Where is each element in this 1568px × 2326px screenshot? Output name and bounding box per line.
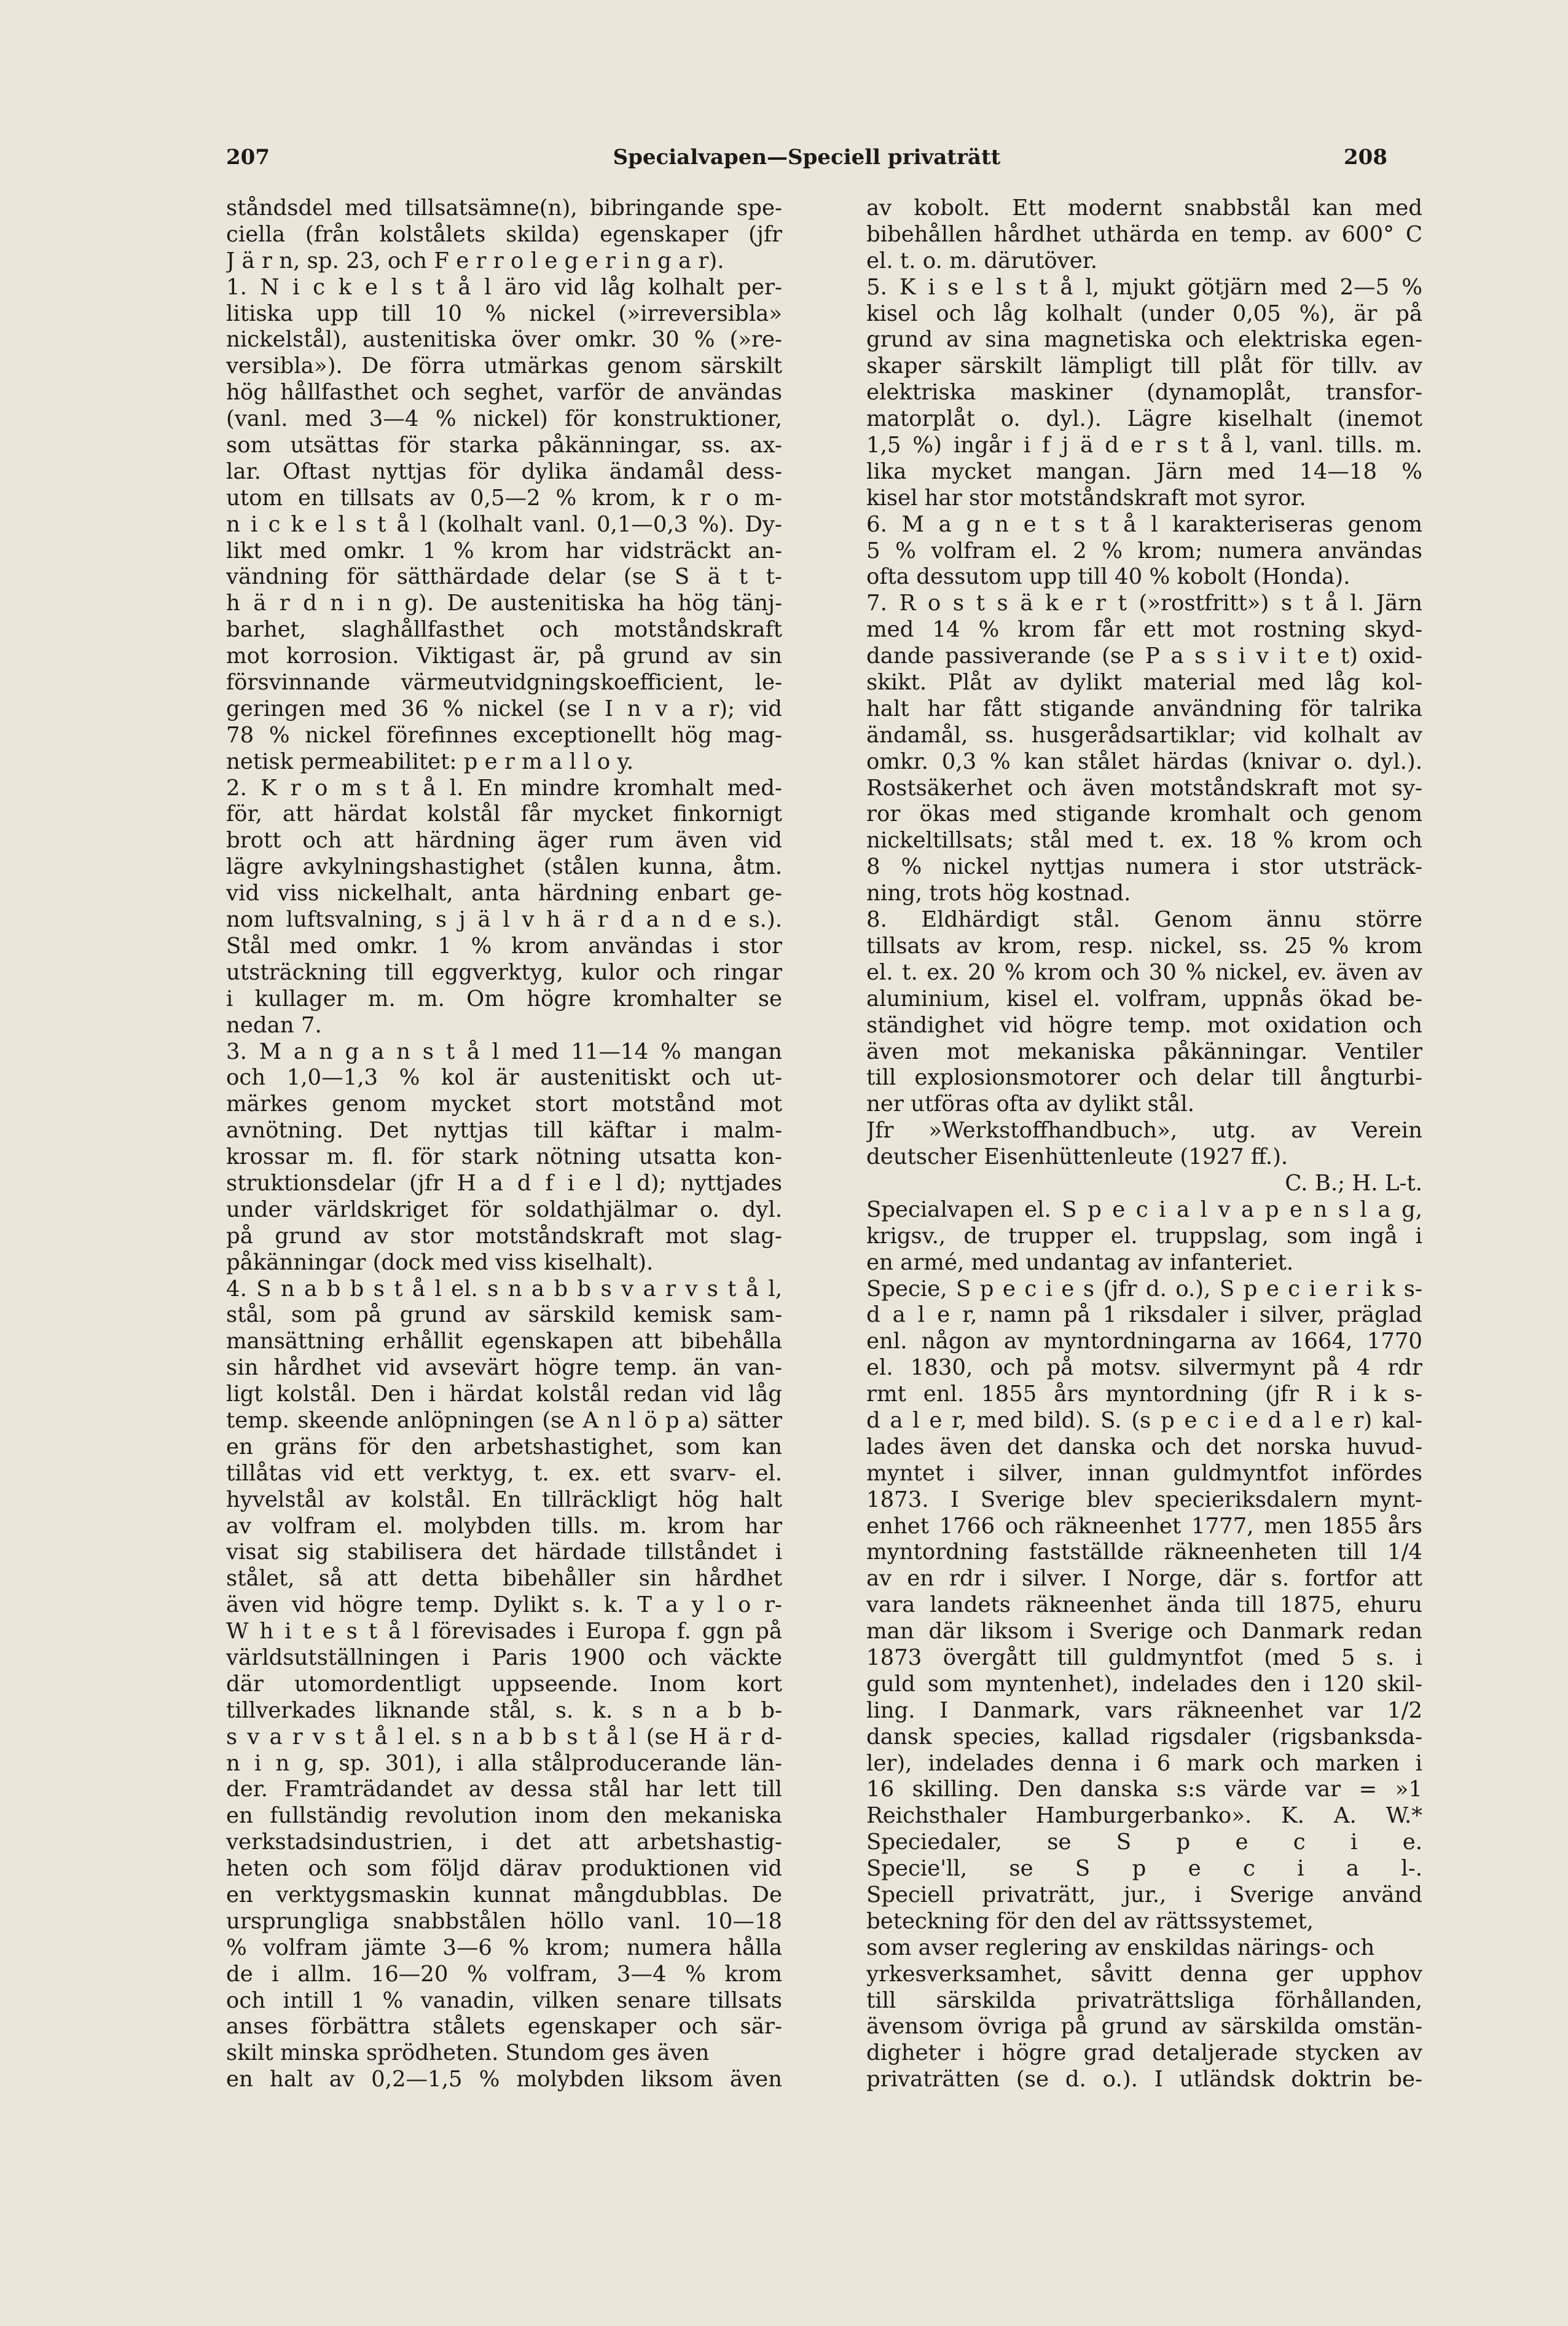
- text-line: guld som myntenhet), indelades den i 120 skil-: [866, 1671, 1422, 1697]
- text-line: 6. M a g n e t s t å l karakteriseras genom: [866, 511, 1422, 537]
- text-line: stål, som på grund av särskild kemisk sam-: [226, 1302, 782, 1328]
- text-line: under världskriget för soldathjälmar o. dyl.: [226, 1196, 782, 1222]
- text-line: lades även det danska och det norska huvud-: [866, 1434, 1422, 1460]
- text-line: sin hårdhet vid avsevärt högre temp. än van-: [226, 1355, 782, 1381]
- text-line: brott och att härdning äger rum även vid: [226, 828, 782, 854]
- text-line: som avser reglering av enskildas närings- och: [866, 1935, 1375, 1960]
- text-line: 8 % nickel nyttjas numera i stor utsträck-: [866, 854, 1422, 880]
- text-line: myntet i silver, innan guldmyntfot infördes: [866, 1460, 1422, 1486]
- text-line: Rostsäkerhet och även motståndskraft mot sy-: [866, 775, 1422, 801]
- text-line: 8. Eldhärdigt stål. Genom ännu större: [866, 907, 1422, 933]
- text-line: matorplåt o. dyl.). Lägre kiselhalt (inemot: [866, 406, 1422, 432]
- text-line: en fullständig revolution inom den mekaniska: [226, 1803, 782, 1829]
- text-line: tillåtas vid ett verktyg, t. ex. ett svarv- el.: [226, 1460, 782, 1486]
- text-line: beteckning för den del av rättssystemet,: [866, 1908, 1314, 1934]
- text-line: skaper särskilt lämpligt till plåt för tillv. av: [866, 353, 1422, 379]
- text-line: Speciedaler, se S p e c i e.: [866, 1829, 1422, 1855]
- text-line: el. t. o. m. därutöver.: [866, 248, 1098, 273]
- text-line: ävensom övriga på grund av särskilda omstän-: [866, 2014, 1422, 2040]
- text-line: en halt av 0,2—1,5 % molybden liksom även: [226, 2067, 782, 2092]
- text-line: dande passiverande (se P a s s i v i t e t) oxid-: [866, 643, 1422, 669]
- running-title: Specialvapen—Speciell privaträtt: [613, 145, 1001, 170]
- text-line: temp. skeende anlöpningen (se A n l ö p a) sätter: [226, 1407, 782, 1433]
- text-line: dansk species, kallad rigsdaler (rigsbanksda-: [866, 1724, 1422, 1750]
- text-line: netisk permeabilitet: p e r m a l l o y.: [226, 748, 634, 774]
- text-line: 78 % nickel förefinnes exceptionellt hög mag-: [226, 722, 782, 748]
- text-line: ofta dessutom upp till 40 % kobolt (Honda).: [866, 564, 1350, 590]
- text-line: stålet, så att detta bibehåller sin hårdhet: [226, 1566, 782, 1592]
- text-line: vändning för sätthärdade delar (se S ä t t-: [226, 564, 782, 590]
- text-line: ciella (från kolstålets skilda) egenskaper (jfr: [226, 221, 782, 247]
- text-line: lägre avkylningshastighet (stålen kunna, åtm.: [226, 854, 782, 880]
- text-line: halt har fått stigande användning för talrika: [866, 696, 1422, 721]
- text-line: 3. M a n g a n s t å l med 11—14 % mangan: [226, 1039, 782, 1064]
- text-line: Specie, S p e c i e s (jfr d. o.), S p e c i e r i k s-: [866, 1276, 1422, 1302]
- page-number-left: 207: [226, 145, 270, 170]
- text-line: (vanl. med 3—4 % nickel) för konstruktioner,: [226, 406, 782, 432]
- text-line: de i allm. 16—20 % volfram, 3—4 % krom: [226, 1961, 782, 1987]
- text-line: hyvelstål av kolstål. En tillräckligt hög halt: [226, 1487, 782, 1512]
- text-line: en gräns för den arbetshastighet, som kan: [226, 1434, 782, 1460]
- text-line: Speciell privaträtt, jur., i Sverige använd: [866, 1882, 1422, 1908]
- text-line: där utomordentligt uppseende. Inom kort: [226, 1671, 782, 1697]
- text-line: privaträtten (se d. o.). I utländsk doktrin be-: [866, 2067, 1422, 2092]
- text-line: och intill 1 % vanadin, vilken senare tillsats: [226, 1987, 782, 2013]
- text-line: W h i t e s t å l förevisades i Europa f. ggn på: [226, 1619, 782, 1644]
- text-line: visat sig stabilisera det härdade tillståndet i: [226, 1539, 782, 1565]
- text-line: 4. S n a b b s t å l el. s n a b b s v a r v s t å l,: [226, 1276, 782, 1302]
- text-line: bibehållen hårdhet uthärda en temp. av 600° C: [866, 221, 1422, 247]
- text-line: märkes genom mycket stort motstånd mot: [226, 1091, 782, 1117]
- text-line: påkänningar (dock med viss kiselhalt).: [226, 1249, 654, 1275]
- text-line: der. Framträdandet av dessa stål har lett till: [226, 1777, 782, 1802]
- text-line: h ä r d n i n g). De austenitiska ha hög tänj-: [226, 591, 782, 616]
- text-line: s v a r v s t å l el. s n a b b s t å l (se H ä r d-: [226, 1724, 782, 1750]
- text-line: anses förbättra stålets egenskaper och sär-: [226, 2014, 782, 2040]
- text-line: till explosionsmotorer och delar till ångturbi-: [866, 1065, 1422, 1091]
- page-number-right: 208: [1344, 145, 1387, 170]
- text-line: ning, trots hög kostnad.: [866, 881, 1131, 906]
- text-line: 7. R o s t s ä k e r t (»rostfritt») s t å l. Järn: [866, 591, 1422, 616]
- text-line: enl. någon av myntordningarna av 1664, 1770: [866, 1329, 1422, 1354]
- text-line: Jfr »Werkstoffhandbuch», utg. av Verein: [866, 1118, 1422, 1144]
- text-line: och 1,0—1,3 % kol är austenitiskt och ut-: [226, 1065, 782, 1091]
- text-line: utom en tillsats av 0,5—2 % krom, k r o m-: [226, 485, 782, 511]
- text-line: d a l e r, med bild). S. (s p e c i e d a l e r) kal-: [866, 1407, 1422, 1433]
- text-line: deutscher Eisenhüttenleute (1927 ff.).: [866, 1144, 1288, 1170]
- text-line: som utsättas för starka påkänningar, ss. ax-: [226, 433, 782, 458]
- text-line: ursprungliga snabbstålen höllo vanl. 10—18: [226, 1908, 782, 1934]
- text-line: Stål med omkr. 1 % krom användas i stor: [226, 933, 782, 959]
- text-line: ligt kolstål. Den i härdat kolstål redan vid låg: [226, 1381, 782, 1407]
- text-line: av volfram el. molybden tills. m. krom har: [226, 1513, 782, 1539]
- text-line: vara landets räkneenhet ända till 1875, ehuru: [866, 1592, 1422, 1618]
- text-line: ler), indelades denna i 6 mark och marken i: [866, 1750, 1422, 1776]
- text-line: grund av sina magnetiska och elektriska egen-: [866, 327, 1422, 353]
- text-line: enhet 1766 och räkneenhet 1777, men 1855 års: [866, 1513, 1422, 1539]
- text-line: vid viss nickelhalt, anta härdning enbart ge-: [226, 881, 782, 906]
- text-line: elektriska maskiner (dynamoplåt, transfor-: [866, 380, 1422, 406]
- text-line: versibla»). De förra utmärkas genom särskilt: [226, 353, 782, 379]
- text-line: 1,5 %) ingår i f j ä d e r s t å l, vanl. tills. m.: [866, 433, 1422, 458]
- text-line: utsträckning till eggverktyg, kulor och ringar: [226, 959, 782, 985]
- text-line: nickeltillsats; stål med t. ex. 18 % krom och: [866, 828, 1422, 854]
- text-line: % volfram jämte 3—6 % krom; numera hålla: [226, 1935, 782, 1960]
- text-line: avnötning. Det nyttjas till käftar i malm-: [226, 1118, 782, 1144]
- text-line: aluminium, kisel el. volfram, uppnås ökad be-: [866, 986, 1422, 1012]
- text-line: kisel har stor motståndskraft mot syror.: [866, 485, 1306, 511]
- text-line: Specie'll, se S p e c i a l-.: [866, 1856, 1422, 1882]
- text-line: n i c k e l s t å l (kolhalt vanl. 0,1—0,3 %). Dy-: [226, 511, 782, 537]
- text-line: J ä r n, sp. 23, och F e r r o l e g e r i n g a r).: [226, 248, 724, 273]
- text-line: struktionsdelar (jfr H a d f i e l d); nyttjades: [226, 1170, 782, 1196]
- text-line: ständighet vid högre temp. mot oxidation och: [866, 1012, 1422, 1038]
- text-line: C. B.; H. L-t.: [1285, 1170, 1422, 1196]
- left-text-column: [226, 195, 782, 2093]
- text-line: med 14 % krom får ett mot rostning skyd-: [866, 617, 1422, 643]
- text-line: ling. I Danmark, vars räkneenhet var 1/2: [866, 1697, 1422, 1723]
- text-line: i kullager m. m. Om högre kromhalter se: [226, 986, 782, 1012]
- text-line: skikt. Plåt av dylikt material med låg kol-: [866, 670, 1422, 696]
- text-line: ändamål, ss. husgerådsartiklar; vid kolhalt av: [866, 722, 1422, 748]
- text-line: mansättning erhållit egenskapen att bibehålla: [226, 1329, 782, 1354]
- text-line: 1. N i c k e l s t å l äro vid låg kolhalt per-: [226, 274, 782, 300]
- text-line: 1873. I Sverige blev specieriksdalern mynt-: [866, 1487, 1422, 1512]
- right-text-column: [866, 195, 1422, 2093]
- text-line: ner utföras ofta av dylikt stål.: [866, 1091, 1194, 1117]
- text-line: d a l e r, namn på 1 riksdaler i silver, präglad: [866, 1302, 1422, 1328]
- text-line: 16 skilling. Den danska s:s värde var = »1: [866, 1777, 1422, 1802]
- text-line: lar. Oftast nyttjas för dylika ändamål dess-: [226, 458, 782, 484]
- text-line: Specialvapen el. S p e c i a l v a p e n s l a g,: [866, 1196, 1422, 1222]
- text-line: el. t. ex. 20 % krom och 30 % nickel, ev. även av: [866, 959, 1422, 985]
- text-line: krossar m. fl. för stark nötning utsatta kon-: [226, 1144, 782, 1170]
- text-line: skilt minska sprödheten. Stundom ges även: [226, 2040, 710, 2066]
- text-line: även vid högre temp. Dylikt s. k. T a y l o r-: [226, 1592, 782, 1618]
- text-line: ror ökas med stigande kromhalt och genom: [866, 801, 1422, 827]
- text-line: verkstadsindustrien, i det att arbetshastig-: [226, 1829, 782, 1855]
- text-line: heten och som följd därav produktionen vid: [226, 1856, 782, 1882]
- page-header: [226, 145, 1387, 182]
- text-line: omkr. 0,3 % kan stålet härdas (knivar o. dyl.).: [866, 748, 1422, 774]
- text-line: till särskilda privaträttsliga förhållanden,: [866, 1987, 1422, 2013]
- text-line: likt med omkr. 1 % krom har vidsträckt an-: [226, 538, 782, 564]
- text-line: även mot mekaniska påkänningar. Ventiler: [866, 1039, 1422, 1064]
- text-line: digheter i högre grad detaljerade stycken av: [866, 2040, 1422, 2066]
- text-line: 2. K r o m s t å l. En mindre kromhalt med-: [226, 775, 782, 801]
- text-line: på grund av stor motståndskraft mot slag-: [226, 1223, 782, 1249]
- text-line: nedan 7.: [226, 1012, 322, 1038]
- text-line: lika mycket mangan. Järn med 14—18 %: [866, 458, 1422, 484]
- text-line: en verktygsmaskin kunnat mångdubblas. De: [226, 1882, 782, 1908]
- text-line: nickelstål), austenitiska över omkr. 30 % (»re-: [226, 327, 782, 353]
- text-line: en armé, med undantag av infanteriet.: [866, 1249, 1294, 1275]
- text-line: världsutställningen i Paris 1900 och väckte: [226, 1644, 782, 1670]
- text-line: för, att härdat kolstål får mycket finkornigt: [226, 801, 782, 827]
- text-line: 1873 övergått till guldmyntfot (med 5 s. i: [866, 1644, 1422, 1670]
- text-line: av en rdr i silver. I Norge, där s. fortfor att: [866, 1566, 1422, 1592]
- text-line: yrkesverksamhet, såvitt denna ger upphov: [866, 1961, 1422, 1987]
- text-line: el. 1830, och på motsv. silvermynt på 4 rdr: [866, 1355, 1422, 1381]
- text-line: 5 % volfram el. 2 % krom; numera användas: [866, 538, 1422, 564]
- text-line: rmt enl. 1855 års myntordning (jfr R i k s-: [866, 1381, 1422, 1407]
- text-line: försvinnande värmeutvidgningskoefficient, le-: [226, 670, 782, 696]
- text-line: litiska upp till 10 % nickel (»irreversibla»: [226, 301, 782, 326]
- text-line: n i n g, sp. 301), i alla stålproducerande län-: [226, 1750, 782, 1776]
- text-line: tillsats av krom, resp. nickel, ss. 25 % krom: [866, 933, 1422, 959]
- text-line: barhet, slaghållfasthet och motståndskraft: [226, 617, 782, 643]
- text-line: mot korrosion. Viktigast är, på grund av sin: [226, 643, 782, 669]
- text-line: Reichsthaler Hamburgerbanko». K. A. W.*: [866, 1803, 1422, 1829]
- text-line: myntordning fastställde räkneenheten till 1/4: [866, 1539, 1422, 1565]
- text-line: nom luftsvalning, s j ä l v h ä r d a n d e s.).: [226, 907, 782, 933]
- text-line: av kobolt. Ett modernt snabbstål kan med: [866, 195, 1422, 221]
- text-line: ståndsdel med tillsatsämne(n), bibringande spe-: [226, 195, 782, 221]
- text-line: hög hållfasthet och seghet, varför de användas: [226, 380, 782, 406]
- text-line: 5. K i s e l s t å l, mjukt götjärn med 2—5 %: [866, 274, 1422, 300]
- text-line: tillverkades liknande stål, s. k. s n a b b-: [226, 1697, 782, 1723]
- text-line: kisel och låg kolhalt (under 0,05 %), är på: [866, 301, 1422, 326]
- text-line: geringen med 36 % nickel (se I n v a r); vid: [226, 696, 782, 721]
- text-line: krigsv., de trupper el. truppslag, som ingå i: [866, 1223, 1422, 1249]
- text-line: man där liksom i Sverige och Danmark redan: [866, 1619, 1422, 1644]
